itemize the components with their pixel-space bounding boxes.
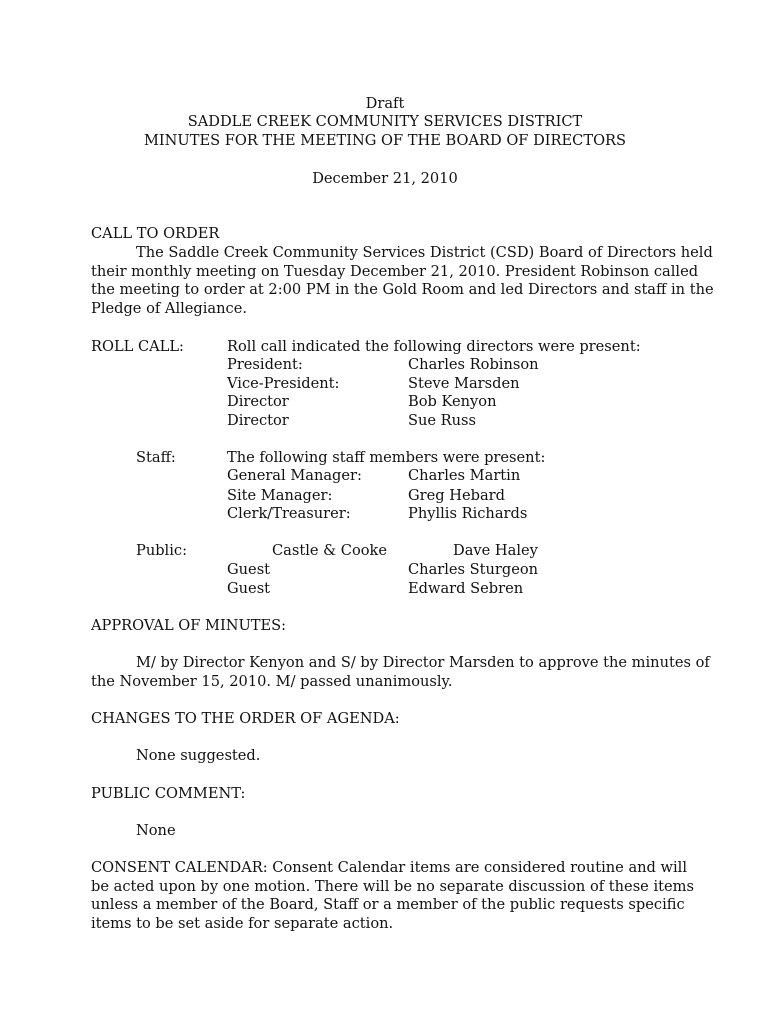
- staff-role: Site Manager:: [227, 487, 333, 504]
- paragraph-line: items to be set aside for separate action.: [91, 914, 394, 932]
- member-name: Charles Robinson: [408, 356, 539, 373]
- staff-name: Greg Hebard: [408, 487, 505, 504]
- paragraph-line: the meeting to order at 2:00 PM in the Gold Room and led Directors and staff in the: [91, 281, 714, 299]
- approval-paragraph: [91, 654, 710, 691]
- public-organization: Castle & Cooke: [272, 542, 388, 559]
- guest-role: Guest: [227, 580, 271, 597]
- public-comment-body: None: [136, 822, 176, 839]
- document-title: MINUTES FOR THE MEETING OF THE BOARD OF DIRECTORS: [143, 132, 627, 149]
- district-name: SADDLE CREEK COMMUNITY SERVICES DISTRICT: [187, 113, 583, 130]
- staff-role: General Manager:: [227, 467, 362, 484]
- guest-name: Edward Sebren: [408, 580, 524, 597]
- draft-label: Draft: [365, 95, 405, 112]
- meeting-date: December 21, 2010: [312, 170, 458, 187]
- paragraph-line: The Saddle Creek Community Services District (CSD) Board of Directors held: [136, 244, 713, 261]
- member-name: Steve Marsden: [408, 375, 520, 392]
- staff-name: Phyllis Richards: [408, 505, 528, 522]
- paragraph-line: their monthly meeting on Tuesday December 21, 2010. President Robinson called: [91, 262, 699, 280]
- paragraph-line: CONSENT CALENDAR: Consent Calendar items are considered routine and will: [91, 859, 688, 876]
- member-name: Bob Kenyon: [408, 393, 497, 410]
- staff-intro: The following staff members were present:: [227, 449, 546, 466]
- call-to-order-paragraph: [91, 244, 714, 318]
- staff-label: Staff:: [136, 449, 176, 466]
- member-role: President:: [227, 356, 303, 373]
- guest-role: Guest: [227, 561, 271, 578]
- public-comment-heading: PUBLIC COMMENT:: [91, 785, 246, 802]
- consent-calendar-paragraph: [91, 859, 694, 933]
- member-role: Director: [227, 393, 289, 410]
- approval-heading: APPROVAL OF MINUTES:: [91, 617, 287, 634]
- paragraph-line: be acted upon by one motion. There will be no separate discussion of these items: [91, 877, 694, 895]
- public-organization-person: Dave Haley: [453, 542, 538, 559]
- member-role: Director: [227, 412, 289, 429]
- paragraph-line: M/ by Director Kenyon and S/ by Director Marsden to approve the minutes of: [136, 654, 710, 671]
- paragraph-line: the November 15, 2010. M/ passed unanimously.: [91, 672, 453, 690]
- call-to-order-heading: CALL TO ORDER: [91, 225, 220, 242]
- member-role: Vice-President:: [227, 375, 340, 392]
- guest-name: Charles Sturgeon: [408, 561, 539, 578]
- roll-call-label: ROLL CALL:: [91, 338, 184, 355]
- paragraph-line: Pledge of Allegiance.: [91, 299, 247, 317]
- staff-role: Clerk/Treasurer:: [227, 505, 351, 522]
- changes-heading: CHANGES TO THE ORDER OF AGENDA:: [91, 710, 400, 727]
- roll-call-intro: Roll call indicated the following directors were present:: [227, 338, 641, 355]
- paragraph-line: unless a member of the Board, Staff or a member of the public requests specific: [91, 896, 685, 914]
- member-name: Sue Russ: [408, 412, 477, 429]
- changes-body: None suggested.: [136, 747, 261, 764]
- staff-name: Charles Martin: [408, 467, 521, 484]
- public-label: Public:: [136, 542, 187, 559]
